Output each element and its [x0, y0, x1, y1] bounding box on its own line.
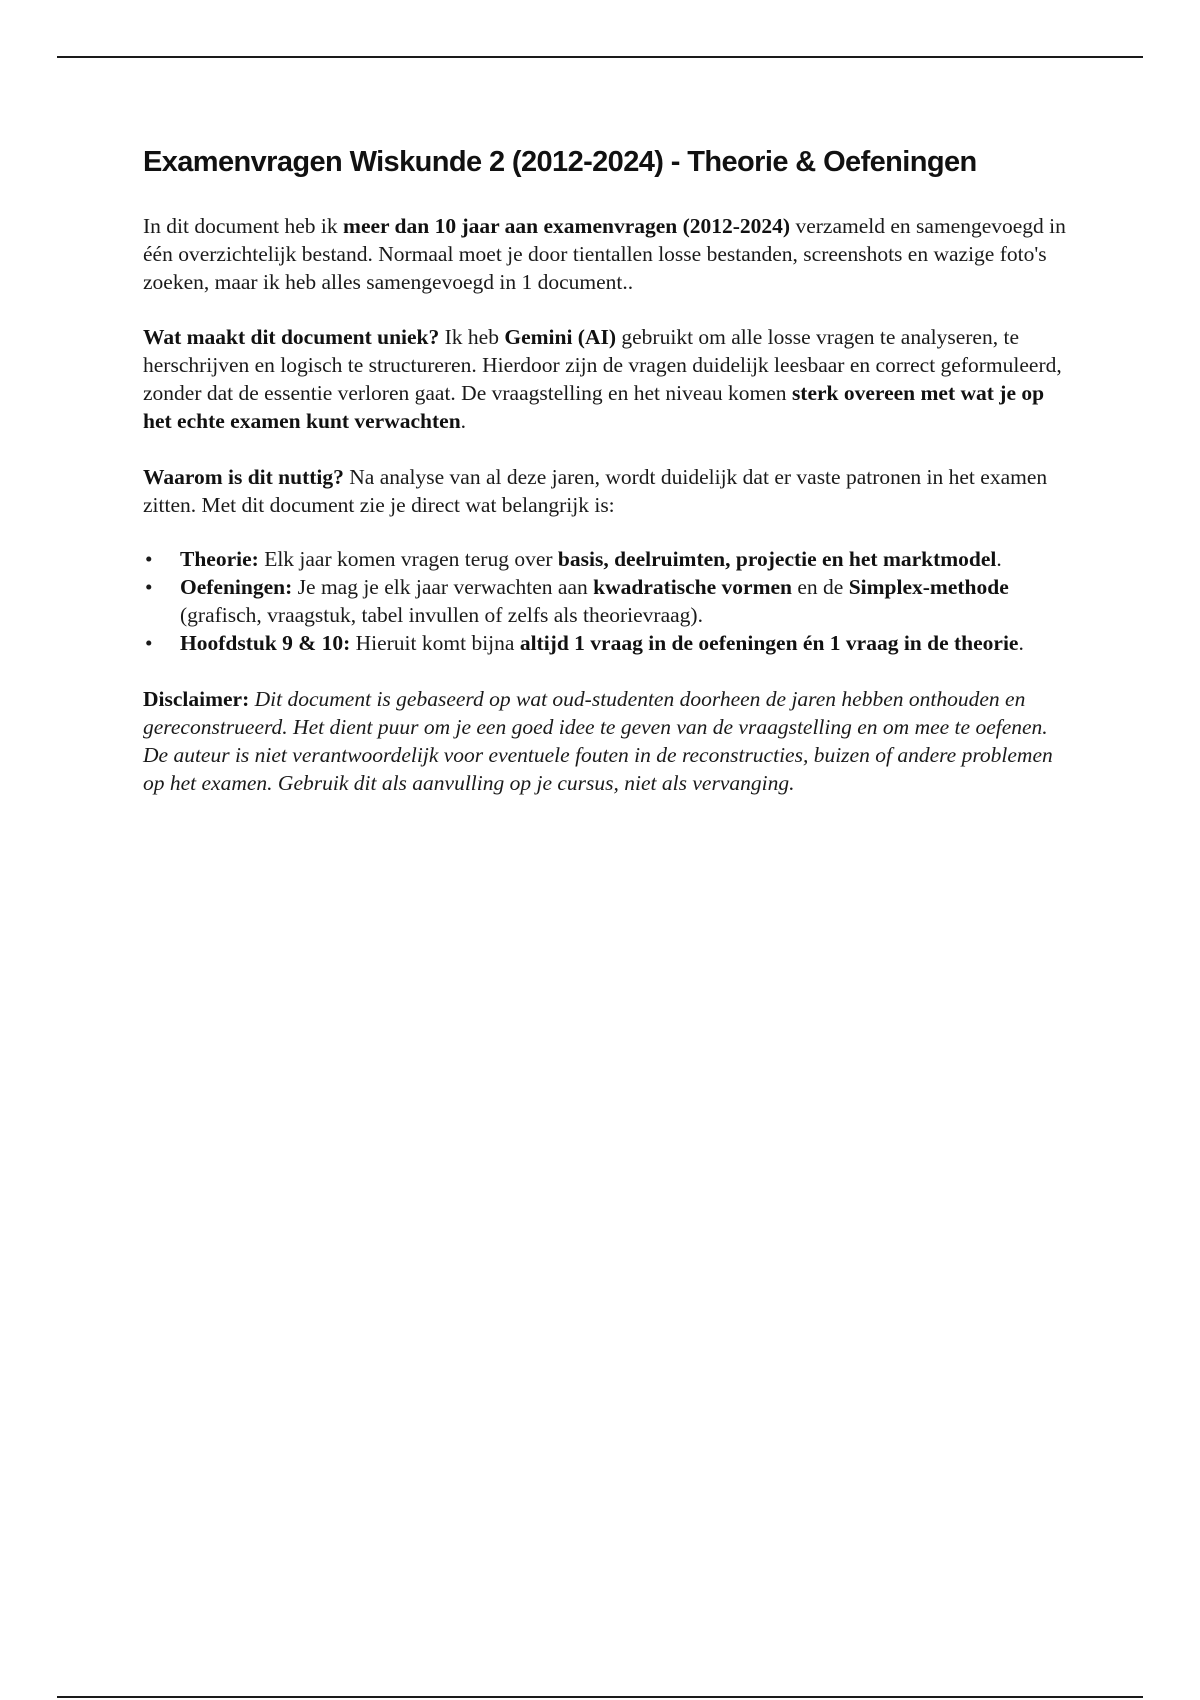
disclaimer-paragraph — [143, 685, 1068, 797]
list-item-text: Je mag je elk jaar verwachten aan — [292, 575, 594, 599]
list-item-oefeningen — [143, 573, 1068, 629]
bullet-marker: • — [145, 575, 153, 599]
list-item-label: Theorie: — [180, 547, 259, 571]
intro-text-2: verzameld en samengevoegd in één overzichtelijk bestand. Normaal moet je door tientallen losse bestanden, screenshots en wazige foto's zoeken, maar ik heb alles samengevoegd in 1 document.. — [143, 214, 1066, 294]
unique-text-1: Ik heb — [439, 325, 505, 349]
header-rule — [57, 56, 1143, 58]
why-paragraph — [143, 463, 1068, 519]
bullet-marker: • — [145, 547, 153, 571]
intro-bold-years: meer dan 10 jaar aan examenvragen (2012-2024) — [343, 214, 791, 238]
list-item-label: Oefeningen: — [180, 575, 293, 599]
key-topics-list — [143, 545, 1068, 657]
why-heading: Waarom is dit nuttig? — [143, 465, 344, 489]
list-item-text: . — [1018, 631, 1024, 655]
intro-paragraph — [143, 212, 1068, 296]
disclaimer-text: Dit document is gebaseerd op wat oud-studenten doorheen de jaren hebben onthouden en gereconstrueerd. Het dient puur om je een goed idee te geven van de vraagstelling en om mee te oefenen. De auteur is niet verantwoordelijk voor eventuele fouten in de reconstructies, buizen of andere problemen op het examen. Gebruik dit als aanvulling op je cursus, niet als vervanging. — [143, 687, 1053, 795]
unique-text-2: gebruikt om alle losse vragen te analyseren, te herschrijven en logisch te structureren. Hierdoor zijn de vragen duidelijk leesbaar en correct geformuleerd, zonder dat de essentie verloren gaat. De vraagstelling en het niveau komen — [143, 325, 1062, 405]
list-item-text: . — [996, 547, 1002, 571]
list-item-theorie — [143, 545, 1068, 573]
why-text: Na analyse van al deze jaren, wordt duidelijk dat er vaste patronen in het examen zitten. Met dit document zie je direct wat belangrijk is: — [143, 465, 1048, 517]
document-title: Examenvragen Wiskunde 2 (2012-2024) - Theorie & Oefeningen — [143, 146, 977, 178]
unique-bold-gemini: Gemini (AI) — [504, 325, 617, 349]
list-item-label: Hoofdstuk 9 & 10: — [180, 631, 351, 655]
unique-bold-exam: sterk overeen met wat je op het echte examen kunt verwachten — [143, 381, 1045, 433]
list-item-hoofdstuk — [143, 629, 1068, 657]
list-item-bold: basis, deelruimten, projectie en het marktmodel — [557, 547, 997, 571]
list-item-bold: Simplex-methode — [848, 575, 1009, 599]
list-item-bold: altijd 1 vraag in de oefeningen én 1 vraag in de theorie — [519, 631, 1019, 655]
unique-heading: Wat maakt dit document uniek? — [143, 325, 440, 349]
list-item-text: (grafisch, vraagstuk, tabel invullen of zelfs als theorievraag). — [180, 603, 703, 627]
disclaimer-heading: Disclaimer: — [143, 687, 250, 711]
footer-rule — [57, 1696, 1143, 1698]
list-item-text: Hieruit komt bijna — [350, 631, 520, 655]
bullet-marker: • — [145, 631, 153, 655]
unique-text-3: . — [460, 409, 467, 433]
list-item-bold: kwadratische vormen — [593, 575, 792, 599]
unique-paragraph — [143, 323, 1068, 435]
list-item-text: Elk jaar komen vragen terug over — [258, 547, 558, 571]
intro-text-1: In dit document heb ik — [143, 214, 344, 238]
document-body — [143, 146, 1068, 825]
list-item-text: en de — [791, 575, 849, 599]
